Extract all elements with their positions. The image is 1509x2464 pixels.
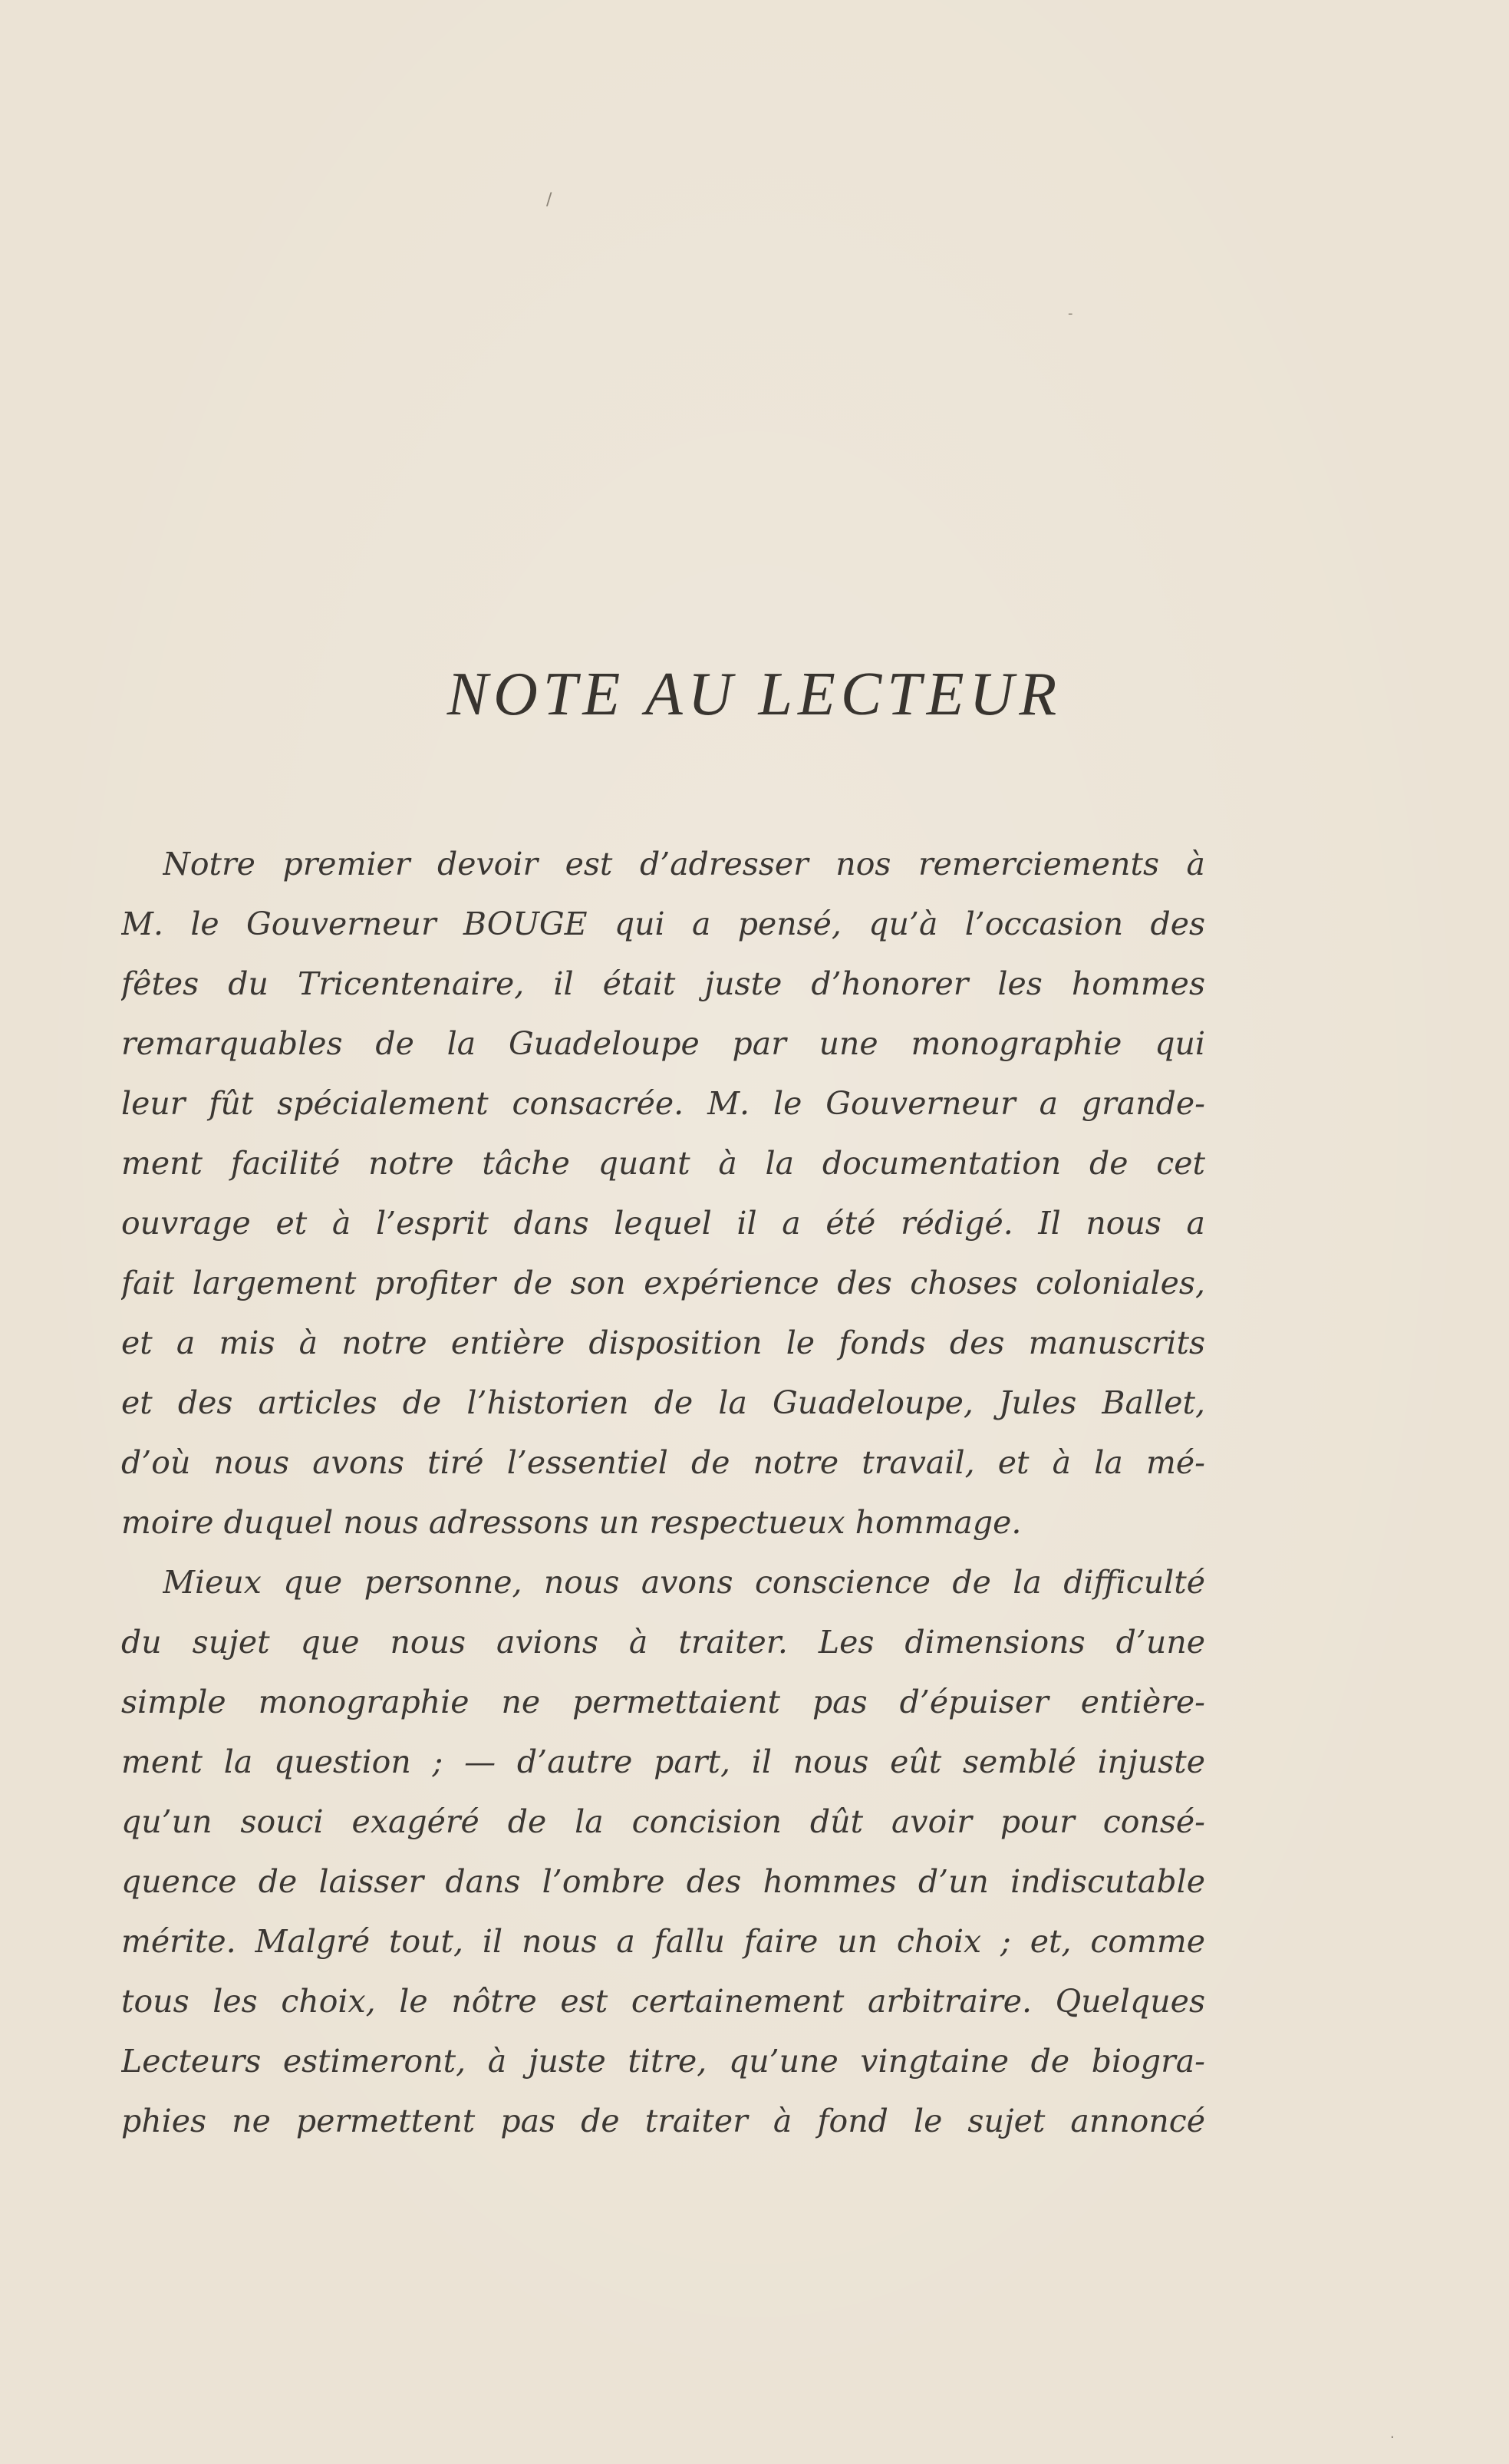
page-title: NOTE AU LECTEUR [446,661,1063,728]
paper-speck-mark: / [546,190,552,209]
paper-speck-mark: - [1068,305,1073,322]
text-line: quence de laisser dans l’ombre des hommes d’un indiscutable [121,1863,1205,1900]
text-line: et des articles de l’historien de la Guadeloupe, Jules Ballet, [121,1384,1205,1421]
text-line: M. le Gouverneur BOUGE qui a pensé, qu’à l’occasion des [121,905,1205,942]
paper-speck-mark: · [1390,2429,1395,2446]
text-line: fêtes du Tricentenaire, il était juste d’honorer les hommes [121,965,1205,1002]
text-line: leur fût spécialement consacrée. M. le Gouverneur a grande- [121,1085,1205,1122]
text-line: mérite. Malgré tout, il nous a fallu faire un choix ; et, comme [121,1923,1205,1960]
text-line: remarquables de la Guadeloupe par une monographie qui [121,1025,1205,1062]
text-line: d’où nous avons tiré l’essentiel de notre travail, et à la mé- [121,1444,1205,1481]
text-line: ment facilité notre tâche quant à la documentation de cet [121,1145,1205,1182]
text-line: ment la question ; — d’autre part, il nous eût semblé injuste [121,1743,1205,1780]
text-line: simple monographie ne permettaient pas d’épuiser entière- [121,1684,1205,1720]
text-line: et a mis à notre entière disposition le fonds des manuscrits [121,1324,1205,1361]
text-line: ouvrage et à l’esprit dans lequel il a été rédigé. Il nous a [121,1205,1205,1242]
text-line: moire duquel nous adressons un respectueux hommage. [121,1504,1022,1541]
text-line: Lecteurs estimeront, à juste titre, qu’une vingtaine de biogra- [121,2043,1205,2080]
text-line: Notre premier devoir est d’adresser nos remerciements à [163,846,1205,882]
text-line: fait largement profiter de son expérience des choses coloniales, [121,1265,1205,1301]
text-line: qu’un souci exagéré de la concision dût avoir pour consé- [121,1803,1205,1840]
text-line: du sujet que nous avions à traiter. Les dimensions d’une [121,1624,1205,1661]
text-line: tous les choix, le nôtre est certainement arbitraire. Quelques [121,1983,1205,2020]
text-line: phies ne permettent pas de traiter à fond le sujet annoncé [121,2103,1205,2139]
text-line: Mieux que personne, nous avons conscience de la difficulté [163,1564,1205,1601]
